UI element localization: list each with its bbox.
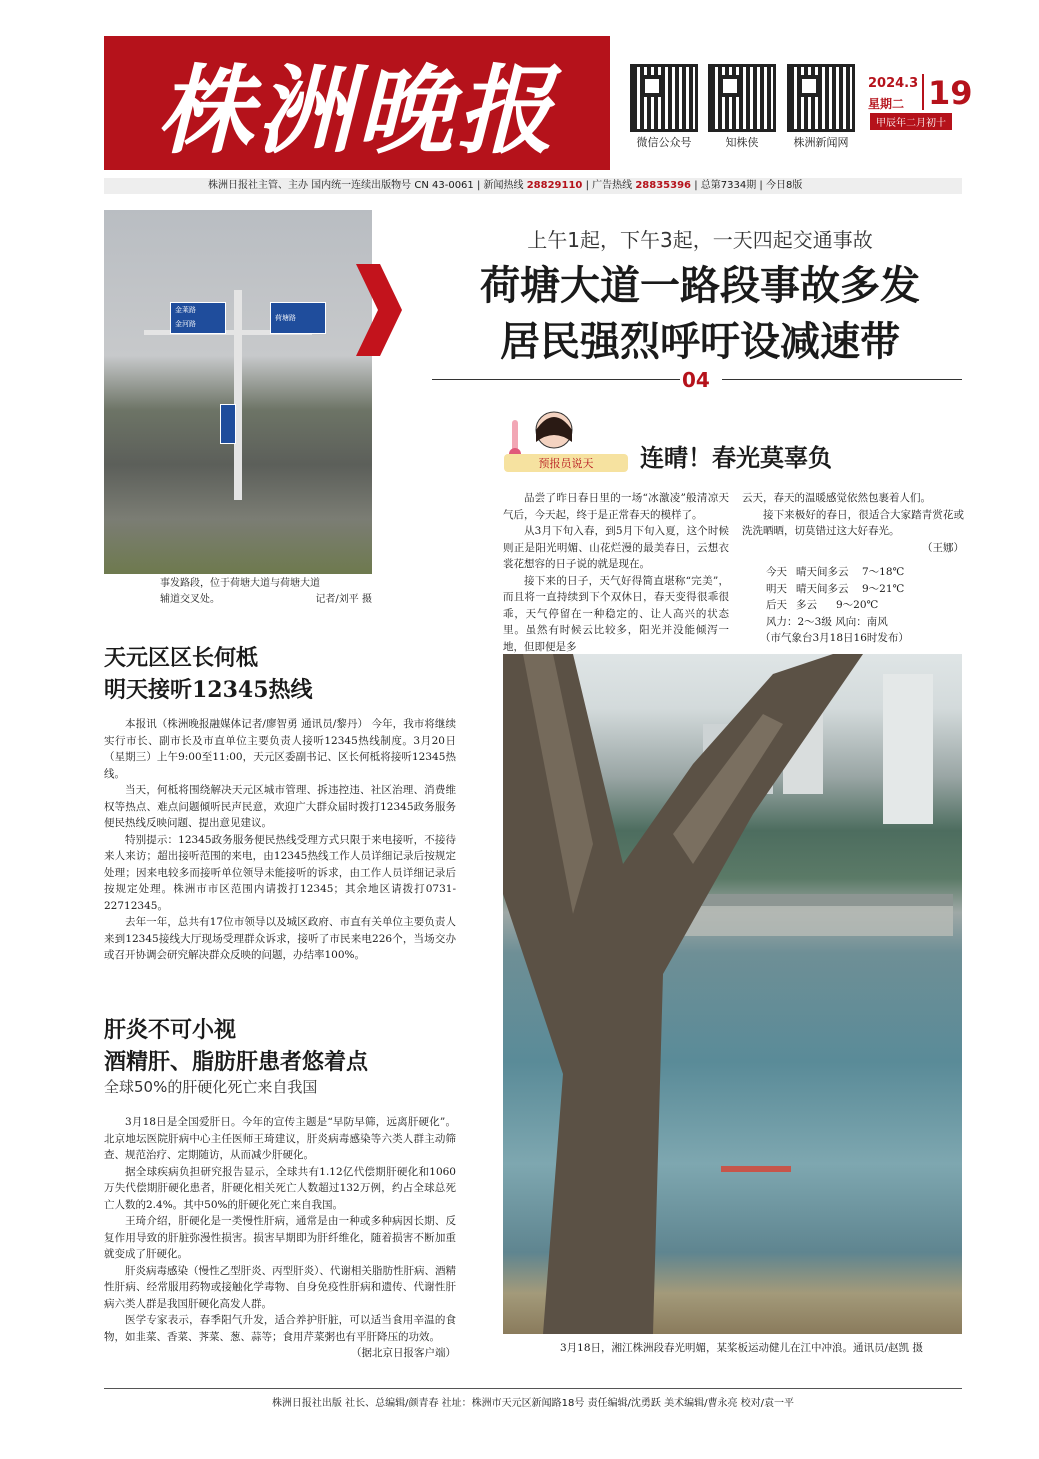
caption-line2: 辅道交叉处。 bbox=[160, 594, 220, 605]
lunar-date: 甲辰年二月初十 bbox=[870, 113, 952, 130]
date-day: 19 bbox=[928, 74, 973, 112]
article2-title[interactable]: 肝炎不可小视 酒精肝、脂肪肝患者悠着点 bbox=[104, 1017, 369, 1075]
article1-para: 本报讯（株洲晚报融媒体记者/廖智勇 通讯员/黎丹） 今年，我市将继续实行市长、副市长及市直单位主要负责人接听12345热线制度。3月20日（星期三）上午9:00至11:00，天元区委副书记、区长何柢将接听12345热线。 bbox=[104, 718, 456, 780]
qr-wechat[interactable] bbox=[630, 64, 698, 132]
forecast-row: 今天 晴天间多云 7～18℃ bbox=[766, 566, 905, 578]
article2-body bbox=[104, 1114, 456, 1362]
qr-code-icon bbox=[787, 64, 855, 132]
lead-headline-2[interactable]: 居民强烈呼吁设减速带 bbox=[500, 319, 900, 365]
weather-badge bbox=[504, 408, 634, 474]
article2-para: 3月18日是全国爱肝日。今年的宣传主题是“早防早筛，远离肝硬化”。北京地坛医院肝病中心主任医师王琦建议，肝炎病毒感染等六类人群主动筛查、规范治疗、定期随访，从而减少肝硬化。 bbox=[104, 1116, 456, 1161]
forecast-row: 后天 多云 9～20℃ bbox=[766, 599, 879, 611]
article1-para: 特别提示：12345政务服务便民热线受理方式只限于来电接听，不接待来人来访；超出接听范围的来电，由12345热线工作人员详细记录后按规定处理；因来电较多而接听单位领导未能接听的诉求，由工作人员详细记录后按规定处理。株洲市市区范围内请拨打12345；其余地区请拨打0731-22712345。 bbox=[104, 833, 456, 912]
thermometer-icon bbox=[512, 420, 518, 452]
divider bbox=[432, 379, 680, 380]
masthead-title: 株洲晚报 bbox=[157, 53, 557, 167]
article2-para: 肝炎病毒感染（慢性乙型肝炎、丙型肝炎）、代谢相关脂肪性肝病、酒精性肝病、经常服用药物或接触化学毒物、自身免疫性肝病和遗传、代谢性肝病六类人群是我国肝硬化高发人群。 bbox=[104, 1264, 456, 1310]
weather-column-1 bbox=[503, 490, 729, 655]
article1-body bbox=[104, 716, 456, 964]
forecast-row: 明天 晴天间多云 9～21℃ bbox=[766, 582, 905, 595]
road-sign-left: 金莱路 金河路 bbox=[170, 302, 226, 334]
article2-para: 医学专家表示，春季阳气升发，适合养护肝脏，可以适当食用辛温的食物，如韭菜、香菜、荠菜、葱、蒜等；食用芹菜粥也有平肝降压的功效。 bbox=[104, 1314, 456, 1343]
divider bbox=[722, 379, 962, 380]
weather-author: （王娜） bbox=[922, 541, 964, 554]
weather-para: 接下来的日子，天气好得简直堪称“完美”，而且将一直持续到下个双休日，春天变得很乖很乖，天气停留在一种稳定的、让人高兴的状态里。虽然有时候云比较多，阳光并没能倾泻一地，但即便是多 bbox=[503, 574, 729, 653]
publisher-info: 株洲日报社主管、主办 国内统一连续出版物号 CN 43-0061 bbox=[208, 180, 474, 191]
photo-credit: 记者/刘平 摄 bbox=[315, 594, 372, 605]
ad-hotline-label: 广告热线 bbox=[592, 180, 633, 191]
date-divider bbox=[922, 74, 924, 110]
date-weekday: 星期二 bbox=[868, 97, 905, 111]
sign-pole bbox=[234, 290, 242, 500]
qr-code-icon bbox=[630, 64, 698, 132]
svg-text:预报员说天: 预报员说天 bbox=[538, 457, 594, 470]
road-photo bbox=[104, 210, 372, 574]
weather-title[interactable]: 连晴！春光莫辜负 bbox=[640, 443, 832, 472]
qr-zhizhuxia-label: 知株侠 bbox=[725, 136, 759, 149]
article2-source: （据北京日报客户端） bbox=[351, 1347, 456, 1359]
article1-para: 去年一年，总共有17位市领导以及城区政府、市直有关单位主要负责人来到12345接线大厅现场受理群众诉求，接听了市民来电226个，当场交办或召开协调会研究解决群众反映的问题，办结率100%。 bbox=[104, 916, 456, 961]
page-reference[interactable]: 04 bbox=[682, 368, 710, 392]
article2-para: 王琦介绍，肝硬化是一类慢性肝病，通常是由一种或多种病因长期、反复作用导致的肝脏弥漫性损害。损害早期即为肝纤维化，随着损害不断加重就变成了肝硬化。 bbox=[104, 1215, 456, 1260]
chevron-right-icon bbox=[356, 264, 402, 356]
article2-para: 据全球疾病负担研究报告显示，全球共有1.12亿代偿期肝硬化和1060万失代偿期肝硬化患者，肝硬化相关死亡人数超过132万例，约占全球总死亡人数的2.4%。其中50%的肝硬化死亡来自我国。 bbox=[104, 1165, 456, 1211]
date-year-month: 2024.3 bbox=[868, 76, 919, 91]
footer-divider bbox=[104, 1388, 962, 1389]
weather-para: 从3月下旬入春，到5月下旬入夏，这个时候则正是阳光明媚、山花烂漫的最美春日，云想衣裳花想容的日子说的就是现在。 bbox=[503, 525, 729, 570]
news-hotline: 28829110 bbox=[526, 180, 583, 191]
lead-headline-1[interactable]: 荷塘大道一路段事故多发 bbox=[480, 263, 920, 309]
qr-wechat-label: 微信公众号 bbox=[636, 136, 692, 149]
weather-para: 品尝了昨日春日里的一场“冰激凌”般清凉天气后，今天起，终于是正常春天的模样了。 bbox=[503, 492, 729, 521]
qr-news-site-label: 株洲新闻网 bbox=[793, 136, 849, 149]
info-bar: 株洲日报社主管、主办 国内统一连续出版物号 CN 43-0061 | 新闻热线 28829110 | 广告热线 28835396 | 总第7334期 | 今日8版 bbox=[104, 178, 962, 194]
masthead bbox=[104, 36, 610, 170]
forecast-source: （市气象台3月18日16时发布） bbox=[760, 632, 909, 644]
river-photo-caption: 3月18日，湘江株洲段春光明媚，某桨板运动健儿在江中冲浪。通讯员/赵凯 摄 bbox=[560, 1342, 923, 1354]
page-count: 今日8版 bbox=[765, 180, 803, 191]
article1-para: 当天，何柢将围绕解决天元区城市管理、拆违控违、社区治理、消费维权等热点、难点问题倾听民声民意，欢迎广大群众届时拨打12345政务服务便民热线反映问题、提出意见建议。 bbox=[104, 784, 456, 829]
road-photo-caption: 事发路段，位于荷塘大道与荷塘大道 辅道交叉处。 记者/刘平 摄 bbox=[160, 576, 372, 608]
roadside-banner bbox=[220, 404, 236, 444]
news-hotline-label: 新闻热线 bbox=[483, 180, 524, 191]
weather-para: 云天，春天的温暖感觉依然包裹着人们。 bbox=[742, 492, 931, 504]
ad-hotline: 28835396 bbox=[635, 180, 691, 191]
article1-title[interactable]: 天元区区长何柢 明天接听12345热线 bbox=[104, 645, 313, 703]
tree-trunk-image bbox=[503, 654, 962, 1334]
issue-date bbox=[868, 76, 918, 112]
wind-info: 风力：2～3级 风向：南风 bbox=[766, 615, 888, 628]
lead-kicker: 上午1起，下午3起，一天四起交通事故 bbox=[527, 228, 873, 252]
qr-zhizhuxia[interactable] bbox=[708, 64, 776, 132]
footer-imprint: 株洲日报社出版 社长、总编辑/颜青春 社址：株洲市天元区新闻路18号 责任编辑/沈勇跃 美术编辑/曹永亮 校对/袁一平 bbox=[271, 1398, 795, 1409]
article2-subtitle: 全球50%的肝硬化死亡来自我国 bbox=[104, 1078, 318, 1096]
weather-column-2 bbox=[742, 490, 964, 647]
weather-para: 接下来极好的春日，很适合大家踏青赏花或洗洗晒晒，切莫错过这大好春光。 bbox=[742, 508, 964, 537]
qr-code-icon bbox=[708, 64, 776, 132]
qr-news-site[interactable] bbox=[787, 64, 855, 132]
issue-number: 总第7334期 bbox=[700, 180, 757, 191]
road-sign-right: 荷塘路 bbox=[270, 302, 326, 334]
